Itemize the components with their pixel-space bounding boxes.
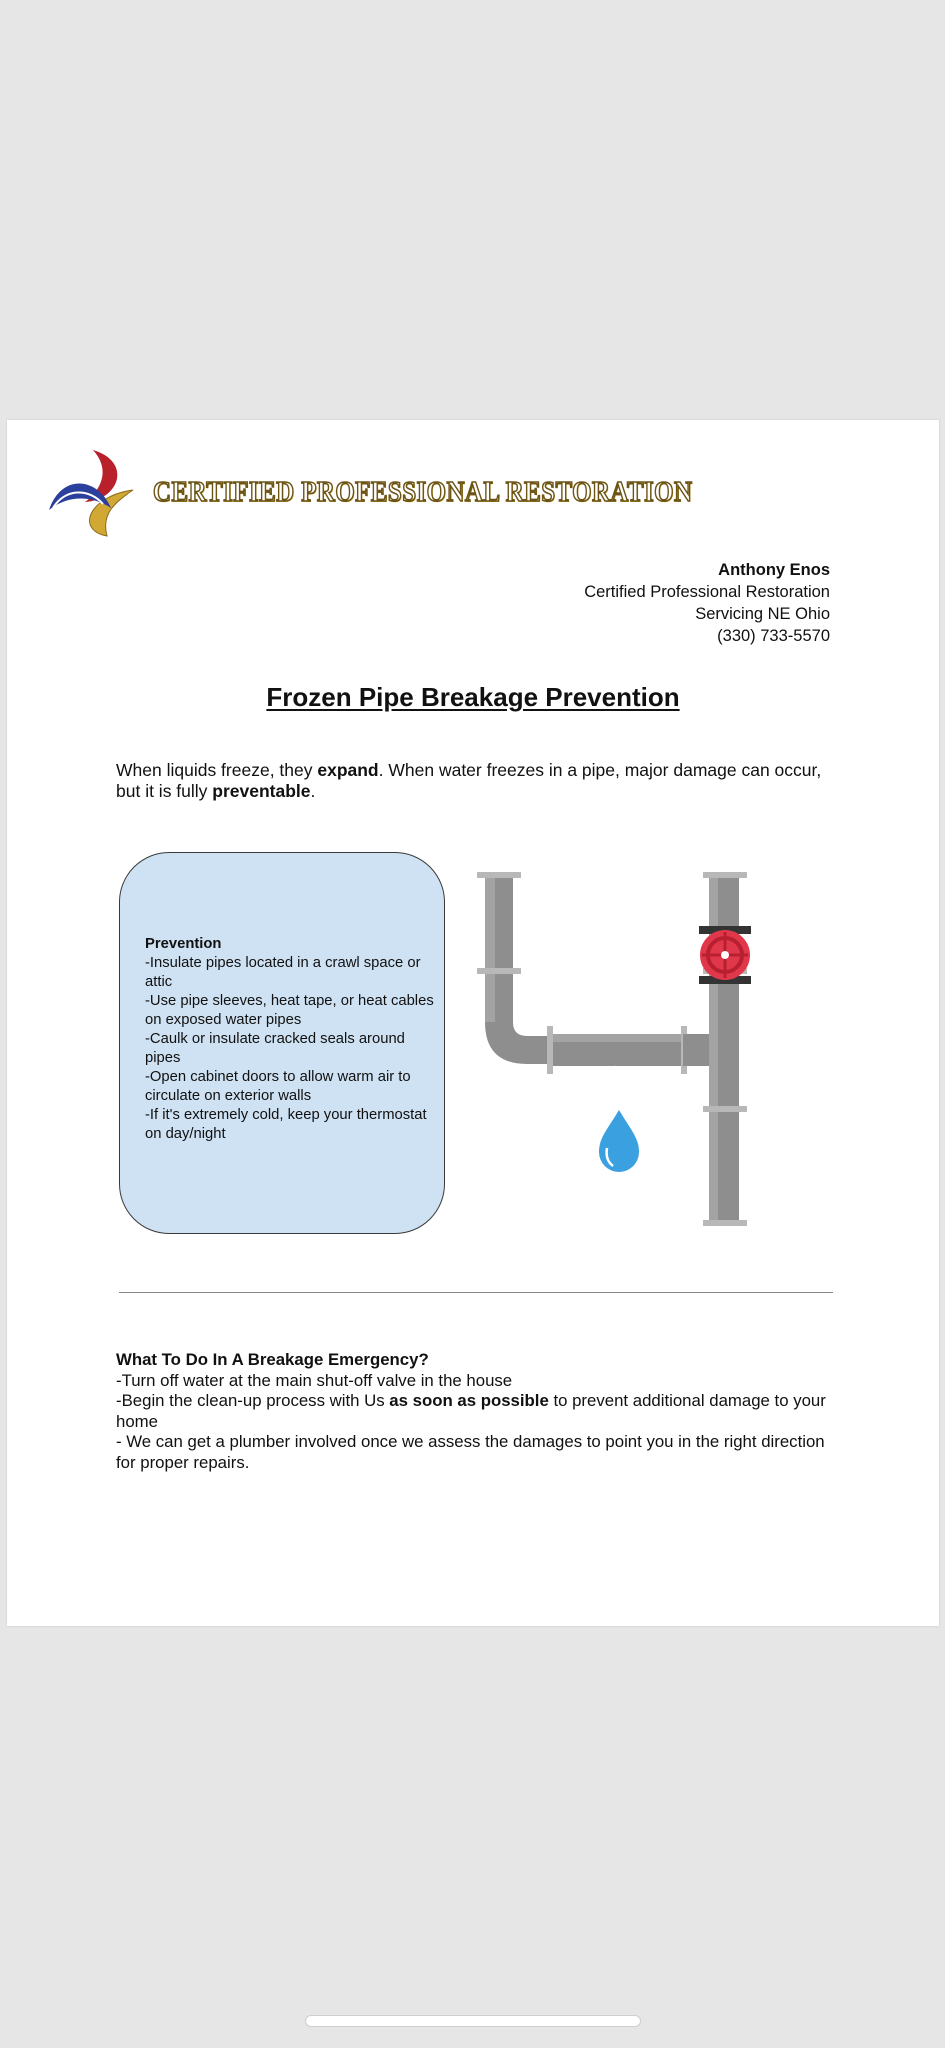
emergency-text: -Begin the clean-up process with Us	[116, 1391, 390, 1410]
page-title: Frozen Pipe Breakage Prevention	[266, 682, 680, 712]
prevention-box	[119, 852, 445, 1234]
contact-phone: (330) 733-5570	[717, 627, 830, 645]
prevention-heading: Prevention	[145, 936, 222, 952]
prevention-item: -Caulk or insulate cracked seals around pipes	[145, 1031, 405, 1066]
prevention-item: -If it's extremely cold, keep your thermostat on day/night	[145, 1107, 427, 1142]
water-drop-icon	[599, 1110, 639, 1172]
intro-paragraph	[116, 760, 846, 802]
intro-bold-expand: expand	[317, 760, 379, 780]
leaking-pipe-icon	[477, 872, 777, 1226]
document-page	[7, 420, 939, 1626]
prevention-item: -Use pipe sleeves, heat tape, or heat cables on exposed water pipes	[145, 993, 434, 1028]
contact-name: Anthony Enos	[718, 561, 830, 579]
emergency-heading: What To Do In A Breakage Emergency?	[116, 1350, 429, 1369]
section-divider	[119, 1292, 833, 1293]
emergency-bold-asap: as soon as possible	[389, 1391, 549, 1410]
triple-swirl-logo-icon	[45, 444, 145, 550]
prevention-item: -Open cabinet doors to allow warm air to circulate on exterior walls	[145, 1069, 411, 1104]
home-indicator-bar[interactable]	[305, 2015, 641, 2027]
emergency-item: - We can get a plumber involved once we assess the damages to point you in the right direction for proper repairs.	[116, 1432, 825, 1472]
intro-text-1: When liquids freeze, they	[116, 760, 318, 780]
contact-block	[584, 559, 830, 647]
intro-text-2: . When water freezes in a pipe, major damage can occur, but it is fully	[116, 760, 822, 801]
emergency-item	[116, 1391, 846, 1432]
company-logo-text: CERTIFIED PROFESSIONAL RESTORATION	[153, 476, 693, 508]
prevention-list	[145, 935, 435, 1144]
prevention-item: -Insulate pipes located in a crawl space or attic	[145, 955, 421, 990]
contact-service-area: Servicing NE Ohio	[695, 605, 830, 623]
emergency-item: -Turn off water at the main shut-off valve in the house	[116, 1370, 513, 1390]
valve-wheel-icon	[699, 926, 751, 984]
intro-text-3: .	[310, 781, 316, 801]
emergency-text: to prevent additional damage to your home	[116, 1391, 826, 1431]
intro-bold-preventable: preventable	[212, 781, 311, 801]
emergency-section	[116, 1350, 846, 1473]
contact-company: Certified Professional Restoration	[584, 583, 830, 601]
